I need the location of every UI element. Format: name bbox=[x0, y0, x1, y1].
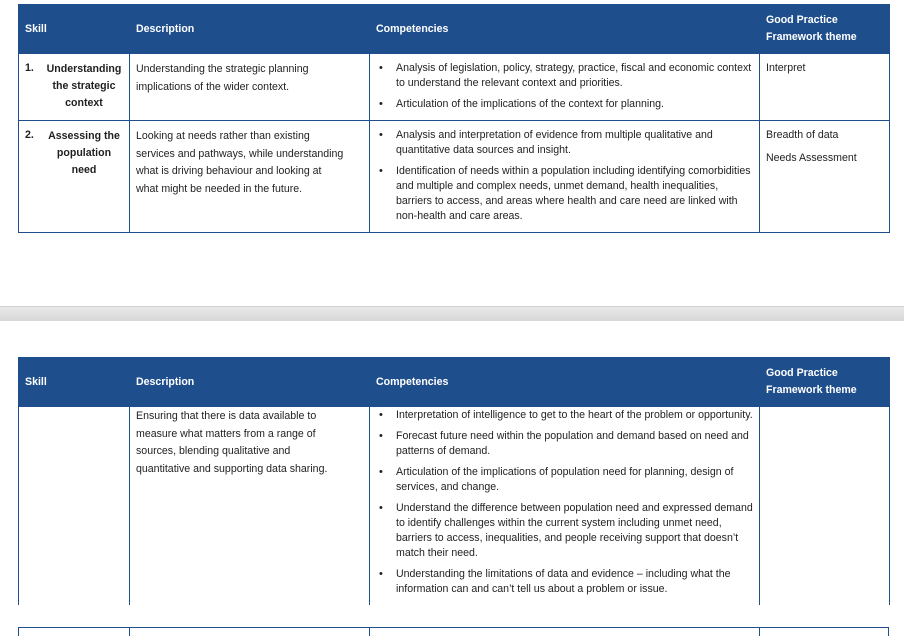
document-page-1 bbox=[0, 0, 904, 306]
competencies-cell bbox=[370, 407, 760, 606]
skill-cell bbox=[19, 121, 130, 233]
header-competencies: Competencies bbox=[370, 358, 760, 407]
skill-name-line: population bbox=[56, 147, 112, 159]
competencies-cell bbox=[370, 121, 760, 233]
skill-cell bbox=[19, 407, 130, 606]
description-line: services and pathways, while understanding bbox=[136, 147, 344, 160]
table-row bbox=[19, 121, 890, 233]
document-page-2 bbox=[0, 321, 904, 635]
description-line: measure what matters from a range of bbox=[136, 427, 316, 440]
competency-item: • Identification of needs within a population including identifying comorbidities and multiple and complex needs, unmet demand, health inequalities, barriers to access, and areas where health and care need are linked with non-health and care areas. bbox=[376, 164, 753, 224]
description-line: Understanding the strategic planning bbox=[136, 63, 309, 75]
header-gpf-theme bbox=[760, 5, 890, 54]
description-line: Ensuring that there is data available to bbox=[136, 410, 317, 422]
skill-name-line: the strategic bbox=[52, 80, 116, 92]
skill-number: 2. bbox=[25, 129, 34, 141]
skill-number: 1. bbox=[25, 62, 34, 74]
theme-cell bbox=[760, 407, 890, 606]
skill-name-line: Understanding bbox=[46, 63, 122, 75]
header-theme-line2: Framework theme bbox=[766, 384, 857, 396]
header-description: Description bbox=[130, 358, 370, 407]
theme-label: Interpret bbox=[766, 62, 806, 74]
description-cell bbox=[130, 54, 370, 121]
page-separator bbox=[0, 306, 904, 322]
description-cell bbox=[130, 121, 370, 233]
competency-item: • Understanding the limitations of data and evidence – including what the information can and can’t tell us about a problem or issue. bbox=[376, 567, 753, 597]
table-row-continued bbox=[19, 407, 890, 606]
header-skill: Skill bbox=[19, 5, 130, 54]
competency-item: • Analysis of legislation, policy, strategy, practice, fiscal and economic context to understand the relevant context and priorities. bbox=[376, 61, 753, 91]
skill-name-line: context bbox=[65, 97, 103, 109]
description-line: sources, blending qualitative and bbox=[136, 445, 291, 457]
header-theme-line2: Framework theme bbox=[766, 31, 857, 43]
description-line: what might be needed in the future. bbox=[136, 182, 303, 195]
competency-item: • Understand the difference between population need and expressed demand to identify challenges within the current system including unmet need, barriers to access, inequalities, and people receiving support that doesn’t match their need. bbox=[376, 501, 753, 561]
competency-item: • Articulation of the implications of population need for planning, design of services, and change. bbox=[376, 465, 753, 495]
competency-item: • Interpretation of intelligence to get to the heart of the problem or opportunity. bbox=[376, 408, 753, 423]
table-header-row bbox=[19, 358, 890, 407]
skills-table-page-2 bbox=[18, 357, 890, 605]
competency-item: • Analysis and interpretation of evidence from multiple qualitative and quantitative data sources and insight. bbox=[376, 128, 753, 158]
skill-name bbox=[45, 128, 123, 179]
table-header-row bbox=[19, 5, 890, 54]
header-skill: Skill bbox=[19, 358, 130, 407]
description-line: what is driving behaviour and looking at bbox=[136, 165, 322, 177]
header-gpf-theme bbox=[760, 358, 890, 407]
theme-label: Breadth of data bbox=[766, 129, 839, 141]
competencies-cell bbox=[370, 54, 760, 121]
skill-name-line: need bbox=[71, 164, 97, 176]
skill-name-line: Assessing the bbox=[48, 130, 120, 142]
skills-table-page-1 bbox=[18, 4, 890, 233]
competency-item: • Forecast future need within the population and demand based on need and patterns of demand. bbox=[376, 429, 753, 459]
skill-name bbox=[45, 61, 123, 112]
competency-item: • Articulation of the implications of the context for planning. bbox=[376, 97, 753, 112]
header-theme-line1: Good Practice bbox=[766, 367, 838, 379]
description-line: Looking at needs rather than existing bbox=[136, 130, 310, 142]
theme-cell bbox=[760, 54, 890, 121]
skill-cell bbox=[19, 54, 130, 121]
description-line: quantitative and supporting data sharing. bbox=[136, 462, 328, 475]
theme-label: Needs Assessment bbox=[766, 152, 857, 164]
header-description: Description bbox=[130, 5, 370, 54]
header-competencies: Competencies bbox=[370, 5, 760, 54]
description-line: implications of the wider context. bbox=[136, 80, 290, 93]
theme-cell bbox=[760, 121, 890, 233]
table-row bbox=[19, 54, 890, 121]
header-theme-line1: Good Practice bbox=[766, 14, 838, 26]
description-cell bbox=[130, 407, 370, 606]
